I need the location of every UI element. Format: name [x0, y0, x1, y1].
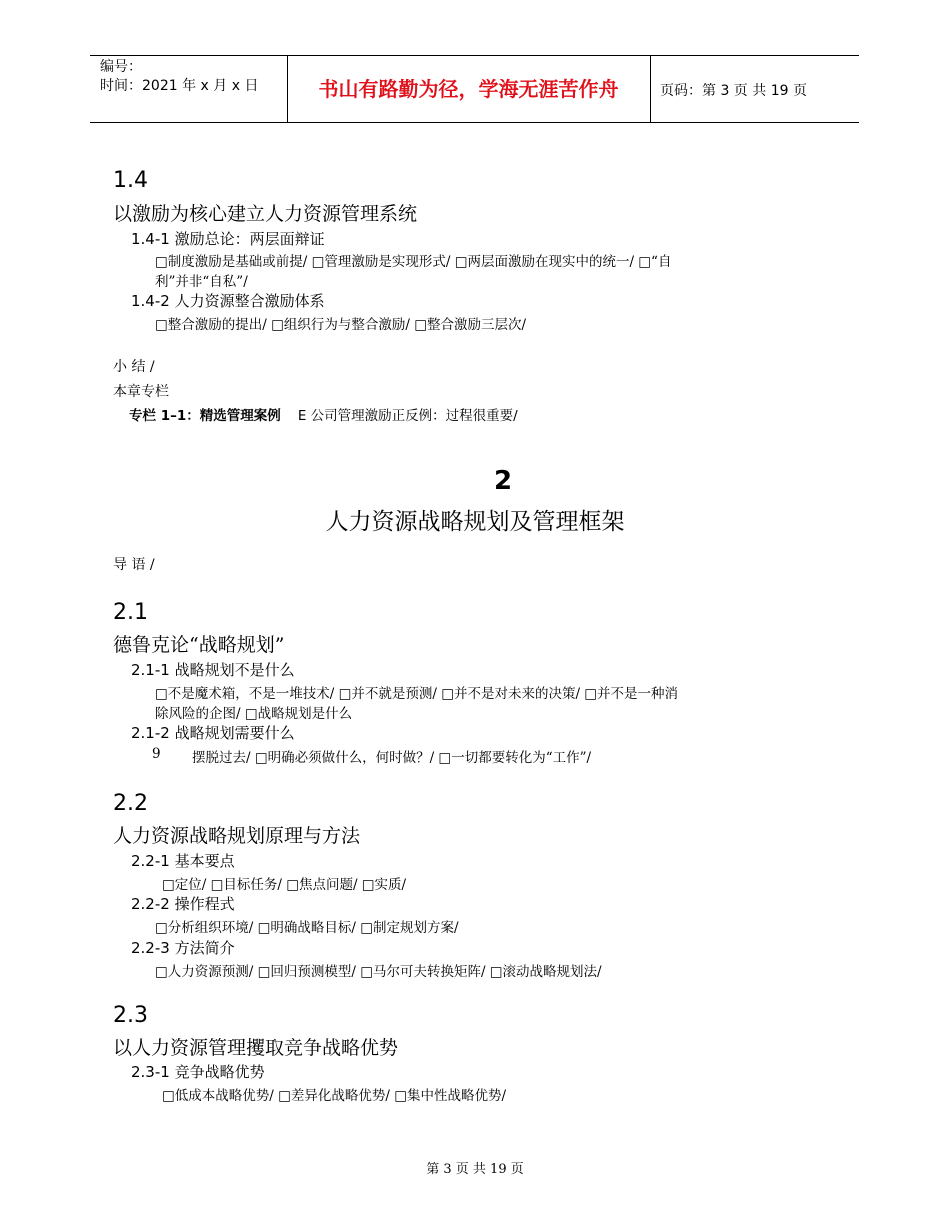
column-title: 本章专栏	[113, 384, 169, 400]
column-text: E 公司管理激励正反例：过程很重要/	[297, 408, 518, 424]
header-motto: 书山有路勤为径，学海无涯苦作舟	[318, 77, 619, 101]
item-line-2-2-2-a: □分析组织环境/ □明确战略目标/ □制定规划方案/	[155, 920, 459, 936]
subsection-title-1-4-1: 1.4-1 激励总论：两层面辩证	[131, 230, 325, 248]
subsection-title-2-1-1: 2.1-1 战略规划不是什么	[131, 661, 295, 679]
item-line-1-4-2-a: □整合激励的提出/ □组织行为与整合激励/ □整合激励三层次/	[155, 317, 526, 333]
subsection-title-2-3-1: 2.3-1 竞争战略优势	[131, 1063, 265, 1081]
subsection-title-2-2-3: 2.2-3 方法简介	[131, 939, 235, 957]
item-line-2-1-2-a: 摆脱过去/ □明确必须做什么，何时做？/ □一切都要转化为“工作”/	[192, 750, 592, 766]
section-number-1-4: 1.4	[113, 168, 148, 193]
subsection-title-2-1-2: 2.1-2 战略规划需要什么	[131, 724, 295, 742]
item-line-2-3-1-a: □低成本战略优势/ □差异化战略优势/ □集中性战略优势/	[162, 1088, 506, 1104]
item-line-2-2-3-a: □人力资源预测/ □回归预测模型/ □马尔可夫转换矩阵/ □滚动战略规划法/	[155, 964, 602, 980]
section-number-2-2: 2.2	[113, 791, 148, 816]
item-line-2-1-1-b: 除风险的企图/ □战略规划是什么	[155, 706, 353, 722]
section-number-2-1: 2.1	[113, 600, 148, 625]
item-line-2-2-1-a: □定位/ □目标任务/ □焦点问题/ □实质/	[162, 877, 407, 893]
subsection-title-2-2-2: 2.2-2 操作程式	[131, 895, 235, 913]
serial-label: 编号：	[100, 59, 142, 75]
summary-label: 小 结 /	[113, 359, 155, 375]
page-header	[90, 55, 859, 123]
section-title-2-1: 德鲁克论“战略规划”	[113, 634, 285, 656]
header-meta	[100, 58, 258, 96]
column-entry	[129, 404, 518, 424]
list-marker-9: 9	[152, 746, 161, 762]
item-line-2-1-1-a: □不是魔术箱，不是一堆技术/ □并不就是预测/ □并不是对未来的决策/ □并不是一种消	[155, 686, 679, 702]
section-title-2-3: 以人力资源管理攫取竞争战略优势	[113, 1037, 399, 1059]
subsection-title-1-4-2: 1.4-2 人力资源整合激励体系	[131, 292, 325, 310]
header-page-info: 页码：第 3 页 共 19 页	[660, 83, 807, 99]
column-label: 专栏 1–1：精选管理案例	[129, 408, 281, 424]
section-title-2-2: 人力资源战略规划原理与方法	[113, 825, 361, 847]
section-title-1-4: 以激励为核心建立人力资源管理系统	[113, 203, 418, 225]
page-footer: 第 3 页 共 19 页	[426, 1162, 524, 1177]
subsection-title-2-2-1: 2.2-1 基本要点	[131, 852, 235, 870]
header-divider-right	[650, 56, 651, 122]
time-label: 时间：2021 年 x 月 x 日	[100, 78, 259, 94]
chapter-title: 人力资源战略规划及管理框架	[325, 509, 625, 535]
section-number-2-3: 2.3	[113, 1003, 148, 1028]
chapter-number: 2	[493, 466, 513, 496]
item-line-1-4-1-a: □制度激励是基础或前提/ □管理激励是实现形式/ □两层面激励在现实中的统一/ □“自	[155, 254, 672, 270]
item-line-1-4-1-b: 利”并非“自私”/	[155, 274, 248, 290]
intro-label: 导 语 /	[113, 557, 155, 573]
